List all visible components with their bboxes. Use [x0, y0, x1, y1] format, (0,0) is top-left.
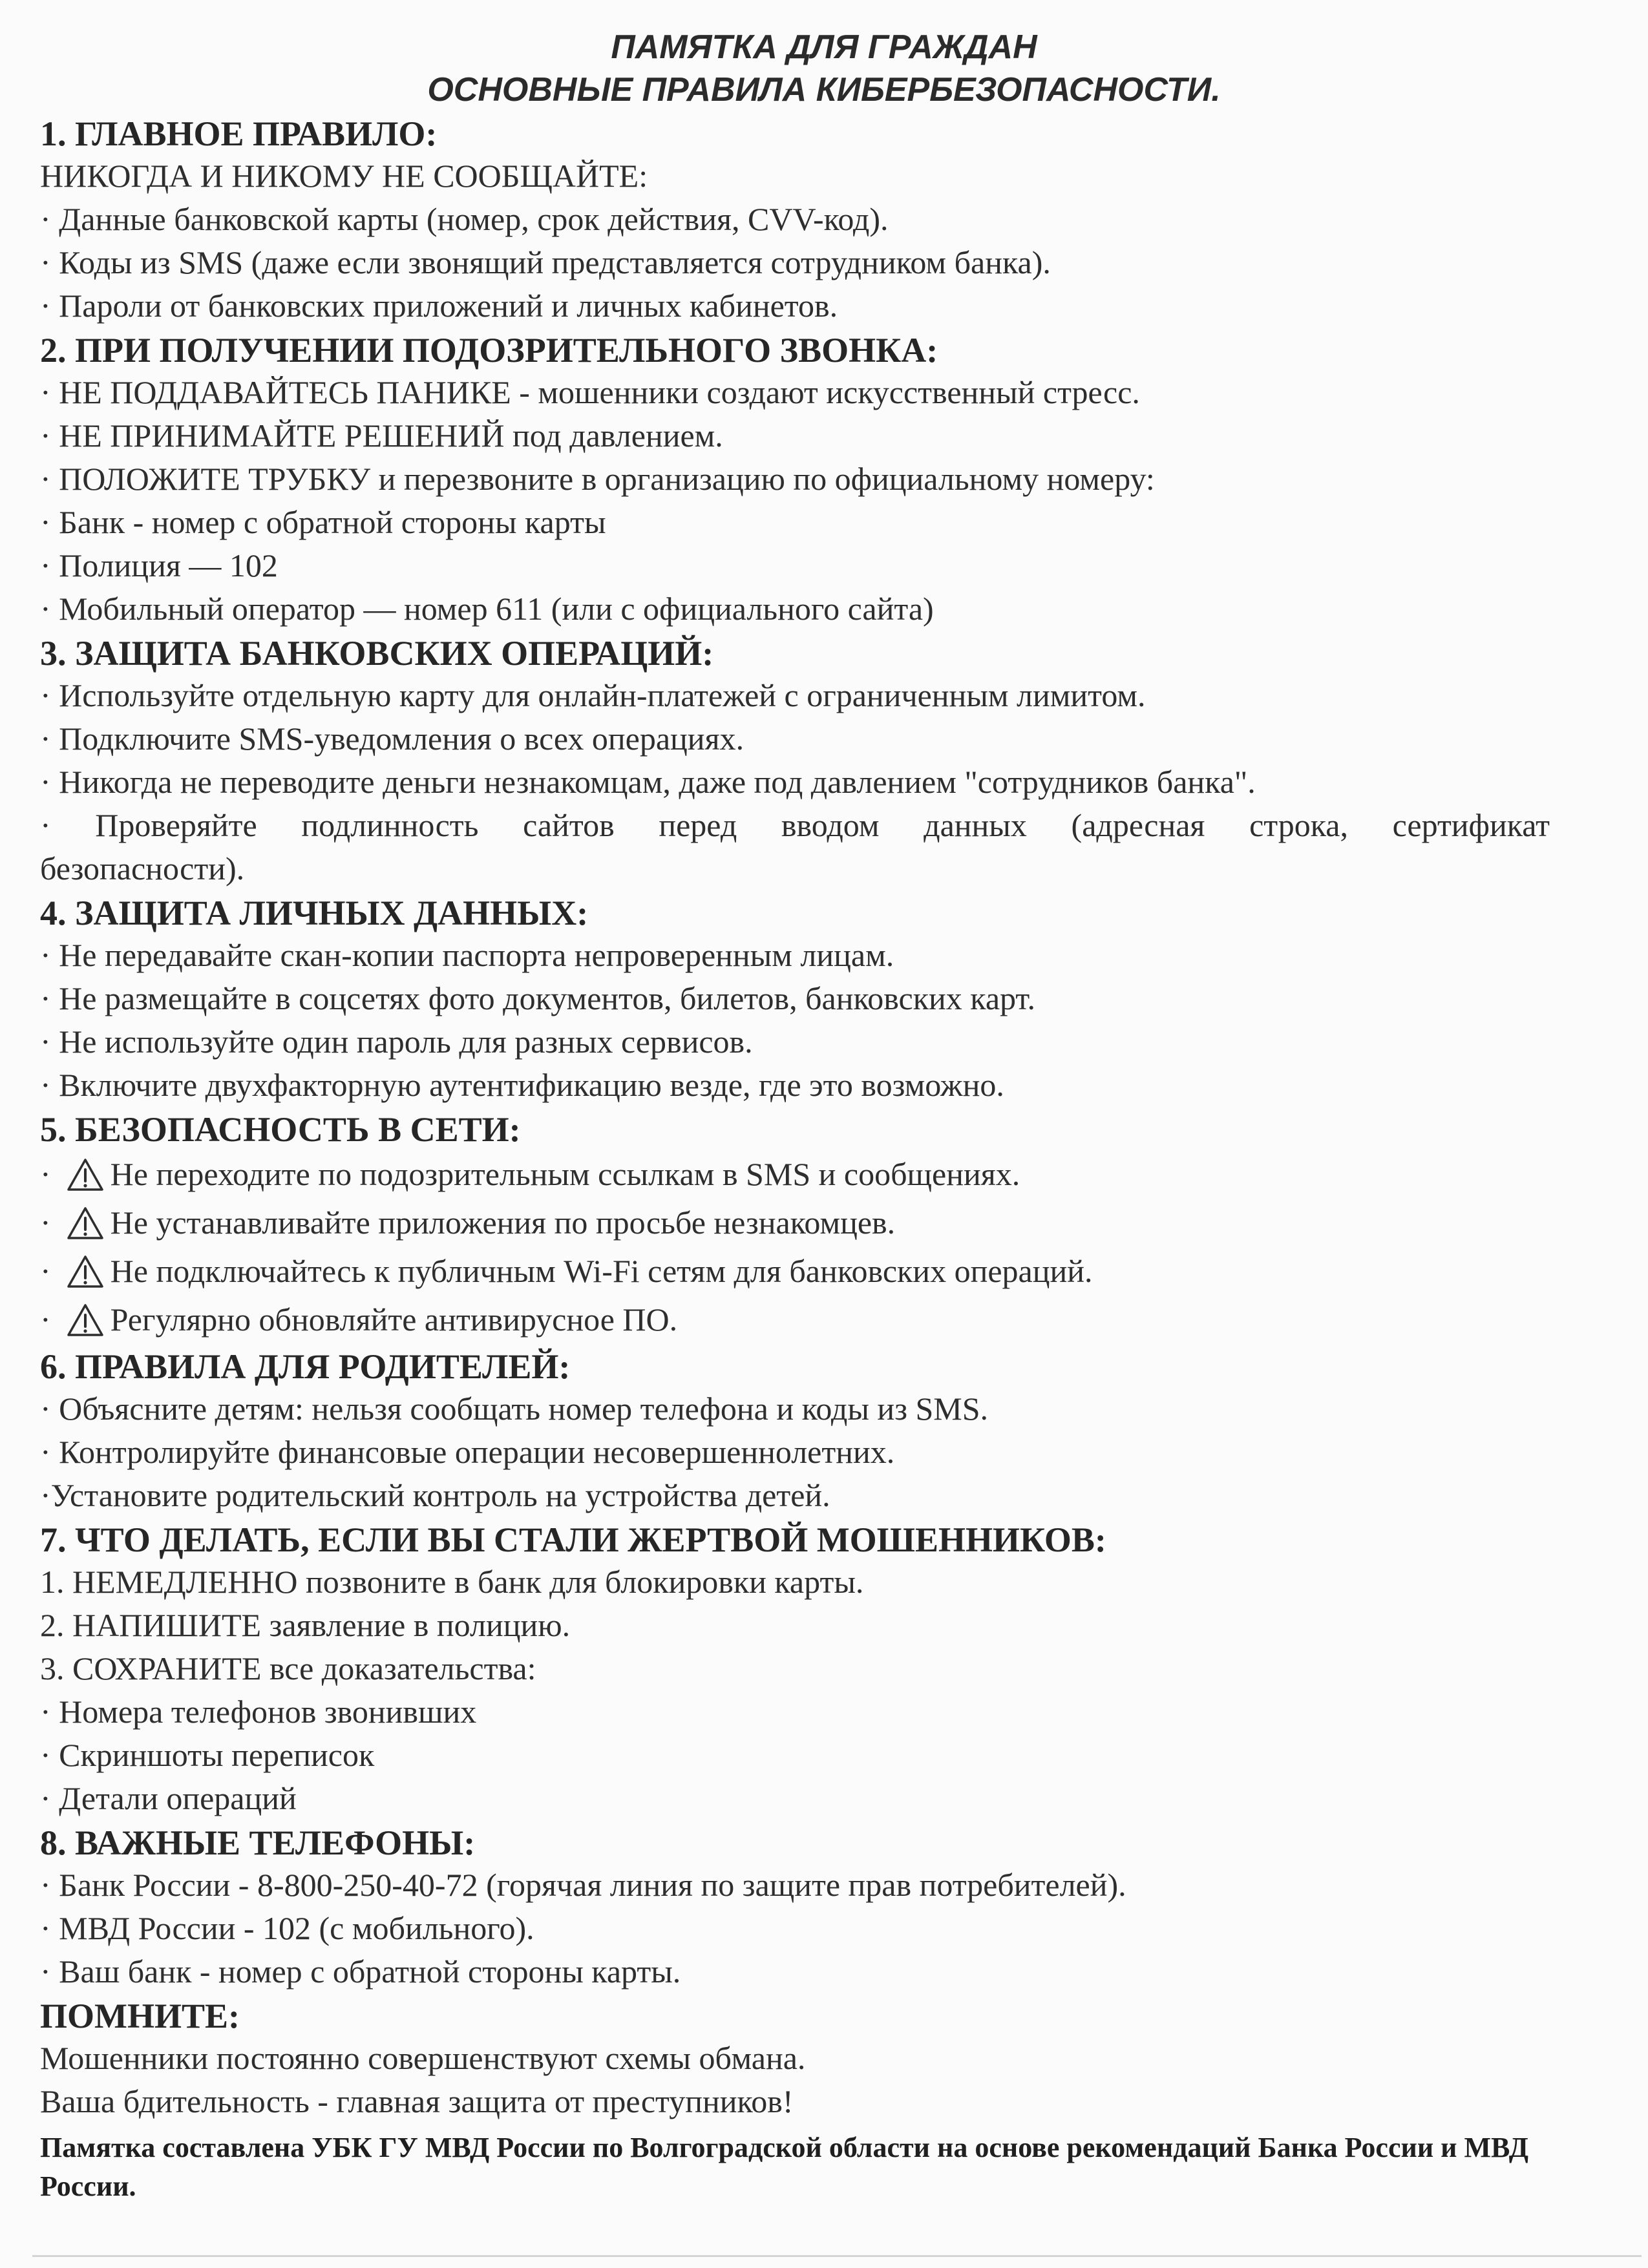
bullet: · [40, 1204, 51, 1241]
section-1-line: · Пароли от банковских приложений и личных кабинетов. [40, 288, 838, 324]
warning-triangle-icon [67, 1206, 104, 1240]
remember-heading: ПОМНИТЕ: [40, 1997, 240, 2035]
section-7-line: 3. СОХРАНИТЕ все доказательства: [40, 1650, 536, 1686]
section-3-wrapped-line-end: безопасности). [40, 850, 245, 887]
section-1-line: · Данные банковской карты (номер, срок действия, CVV-код). [40, 201, 889, 237]
section-8-line: · Банк России - 8-800-250-40-72 (горячая линия по защите прав потребителей). [40, 1867, 1126, 1903]
section-5-warning-line [40, 1296, 1550, 1344]
section-2-line: · Полиция — 102 [40, 547, 278, 583]
bullet: · [40, 1253, 51, 1289]
section-1-heading: 1. ГЛАВНОЕ ПРАВИЛО: [40, 114, 438, 153]
section-4-line: · Не размещайте в соцсетях фото документов, билетов, банковских карт. [40, 980, 1035, 1016]
section-5-line-text: Не переходите по подозрительным ссылкам в SMS и сообщениях. [110, 1156, 1020, 1192]
bullet: · [40, 1301, 51, 1338]
section-4-line: · Включите двухфакторную аутентификацию везде, где это возможно. [40, 1067, 1004, 1103]
section-2-line: · ПОЛОЖИТЕ ТРУБКУ и перезвоните в организацию по официальному номеру: [40, 461, 1155, 497]
section-2-line: · Банк - номер с обратной стороны карты [40, 504, 606, 540]
section-5-warning-line [40, 1247, 1550, 1296]
section-8-line: · Ваш банк - номер с обратной стороны карты. [40, 1953, 681, 1990]
section-7-line: 2. НАПИШИТЕ заявление в полицию. [40, 1607, 571, 1643]
document-body [40, 26, 1550, 2206]
section-5-line-text: Не подключайтесь к публичным Wi-Fi сетям для банковских операций. [110, 1253, 1093, 1289]
section-3-line: · Используйте отдельную карту для онлайн-платежей с ограниченным лимитом. [40, 677, 1146, 713]
section-8-line: · МВД России - 102 (с мобильного). [40, 1910, 534, 1946]
section-4-line: · Не используйте один пароль для разных сервисов. [40, 1024, 753, 1060]
title-line-1: ПАМЯТКА ДЛЯ ГРАЖДАН [611, 28, 1037, 66]
section-6-line: ·Установите родительский контроль на устройства детей. [40, 1477, 830, 1513]
section-7-line: · Номера телефонов звонивших [40, 1694, 477, 1730]
section-6-heading: 6. ПРАВИЛА ДЛЯ РОДИТЕЛЕЙ: [40, 1347, 571, 1386]
section-1-line: · Коды из SMS (даже если звонящий представляется сотрудником банка). [40, 244, 1051, 280]
section-4-line: · Не передавайте скан-копии паспорта непроверенным лицам. [40, 937, 894, 973]
section-7-line: · Детали операций [40, 1780, 297, 1816]
section-5-heading: 5. БЕЗОПАСНОСТЬ В СЕТИ: [40, 1110, 521, 1149]
remember-line: Мошенники постоянно совершенствуют схемы обмана. [40, 2040, 806, 2076]
section-2-line: · НЕ ПРИНИМАЙТЕ РЕШЕНИЙ под давлением. [40, 417, 723, 454]
section-7-line: 1. НЕМЕДЛЕННО позвоните в банк для блокировки карты. [40, 1564, 864, 1600]
section-6-line: · Контролируйте финансовые операции несовершеннолетних. [40, 1434, 895, 1470]
section-3-wrapped-line: · Проверяйте подлинность сайтов перед вводом данных (адресная строка, сертификат [40, 807, 1550, 843]
bullet: · [40, 1156, 51, 1192]
section-5-warning-line [40, 1199, 1550, 1247]
section-4-heading: 4. ЗАЩИТА ЛИЧНЫХ ДАННЫХ: [40, 894, 589, 932]
footer-note: Памятка составлена УБК ГУ МВД России по Волгоградской области на основе рекомендаций Банка России и МВД России. [40, 2132, 1528, 2202]
section-5-line-text: Регулярно обновляйте антивирусное ПО. [110, 1301, 678, 1338]
section-2-line: · НЕ ПОДДАВАЙТЕСЬ ПАНИКЕ - мошенники создают искусственный стресс. [40, 374, 1140, 410]
warning-triangle-icon [67, 1255, 104, 1288]
section-7-line: · Скриншоты переписок [40, 1737, 375, 1773]
section-6-line: · Объясните детям: нельзя сообщать номер телефона и коды из SMS. [40, 1391, 989, 1427]
title-line-2: ОСНОВНЫЕ ПРАВИЛА КИБЕРБЕЗОПАСНОСТИ. [427, 71, 1221, 109]
warning-triangle-icon [67, 1158, 104, 1192]
section-3-heading: 3. ЗАЩИТА БАНКОВСКИХ ОПЕРАЦИЙ: [40, 634, 714, 673]
section-3-line: · Подключите SMS-уведомления о всех операциях. [40, 720, 745, 757]
section-2-line: · Мобильный оператор — номер 611 (или с официального сайта) [40, 591, 934, 627]
section-2-heading: 2. ПРИ ПОЛУЧЕНИИ ПОДОЗРИТЕЛЬНОГО ЗВОНКА: [40, 331, 938, 370]
section-1-line: НИКОГДА И НИКОМУ НЕ СООБЩАЙТЕ: [40, 158, 648, 194]
section-3-line: · Никогда не переводите деньги незнакомцам, даже под давлением "сотрудников банка". [40, 764, 1256, 800]
page-bottom-edge [32, 2255, 1642, 2257]
remember-line: Ваша бдительность - главная защита от преступников! [40, 2083, 794, 2119]
section-7-heading: 7. ЧТО ДЕЛАТЬ, ЕСЛИ ВЫ СТАЛИ ЖЕРТВОЙ МОШЕННИКОВ: [40, 1520, 1106, 1559]
section-8-heading: 8. ВАЖНЫЕ ТЕЛЕФОНЫ: [40, 1823, 476, 1862]
warning-triangle-icon [67, 1303, 104, 1337]
section-5-line-text: Не устанавливайте приложения по просьбе незнакомцев. [110, 1204, 896, 1241]
section-5-warning-line [40, 1150, 1550, 1199]
